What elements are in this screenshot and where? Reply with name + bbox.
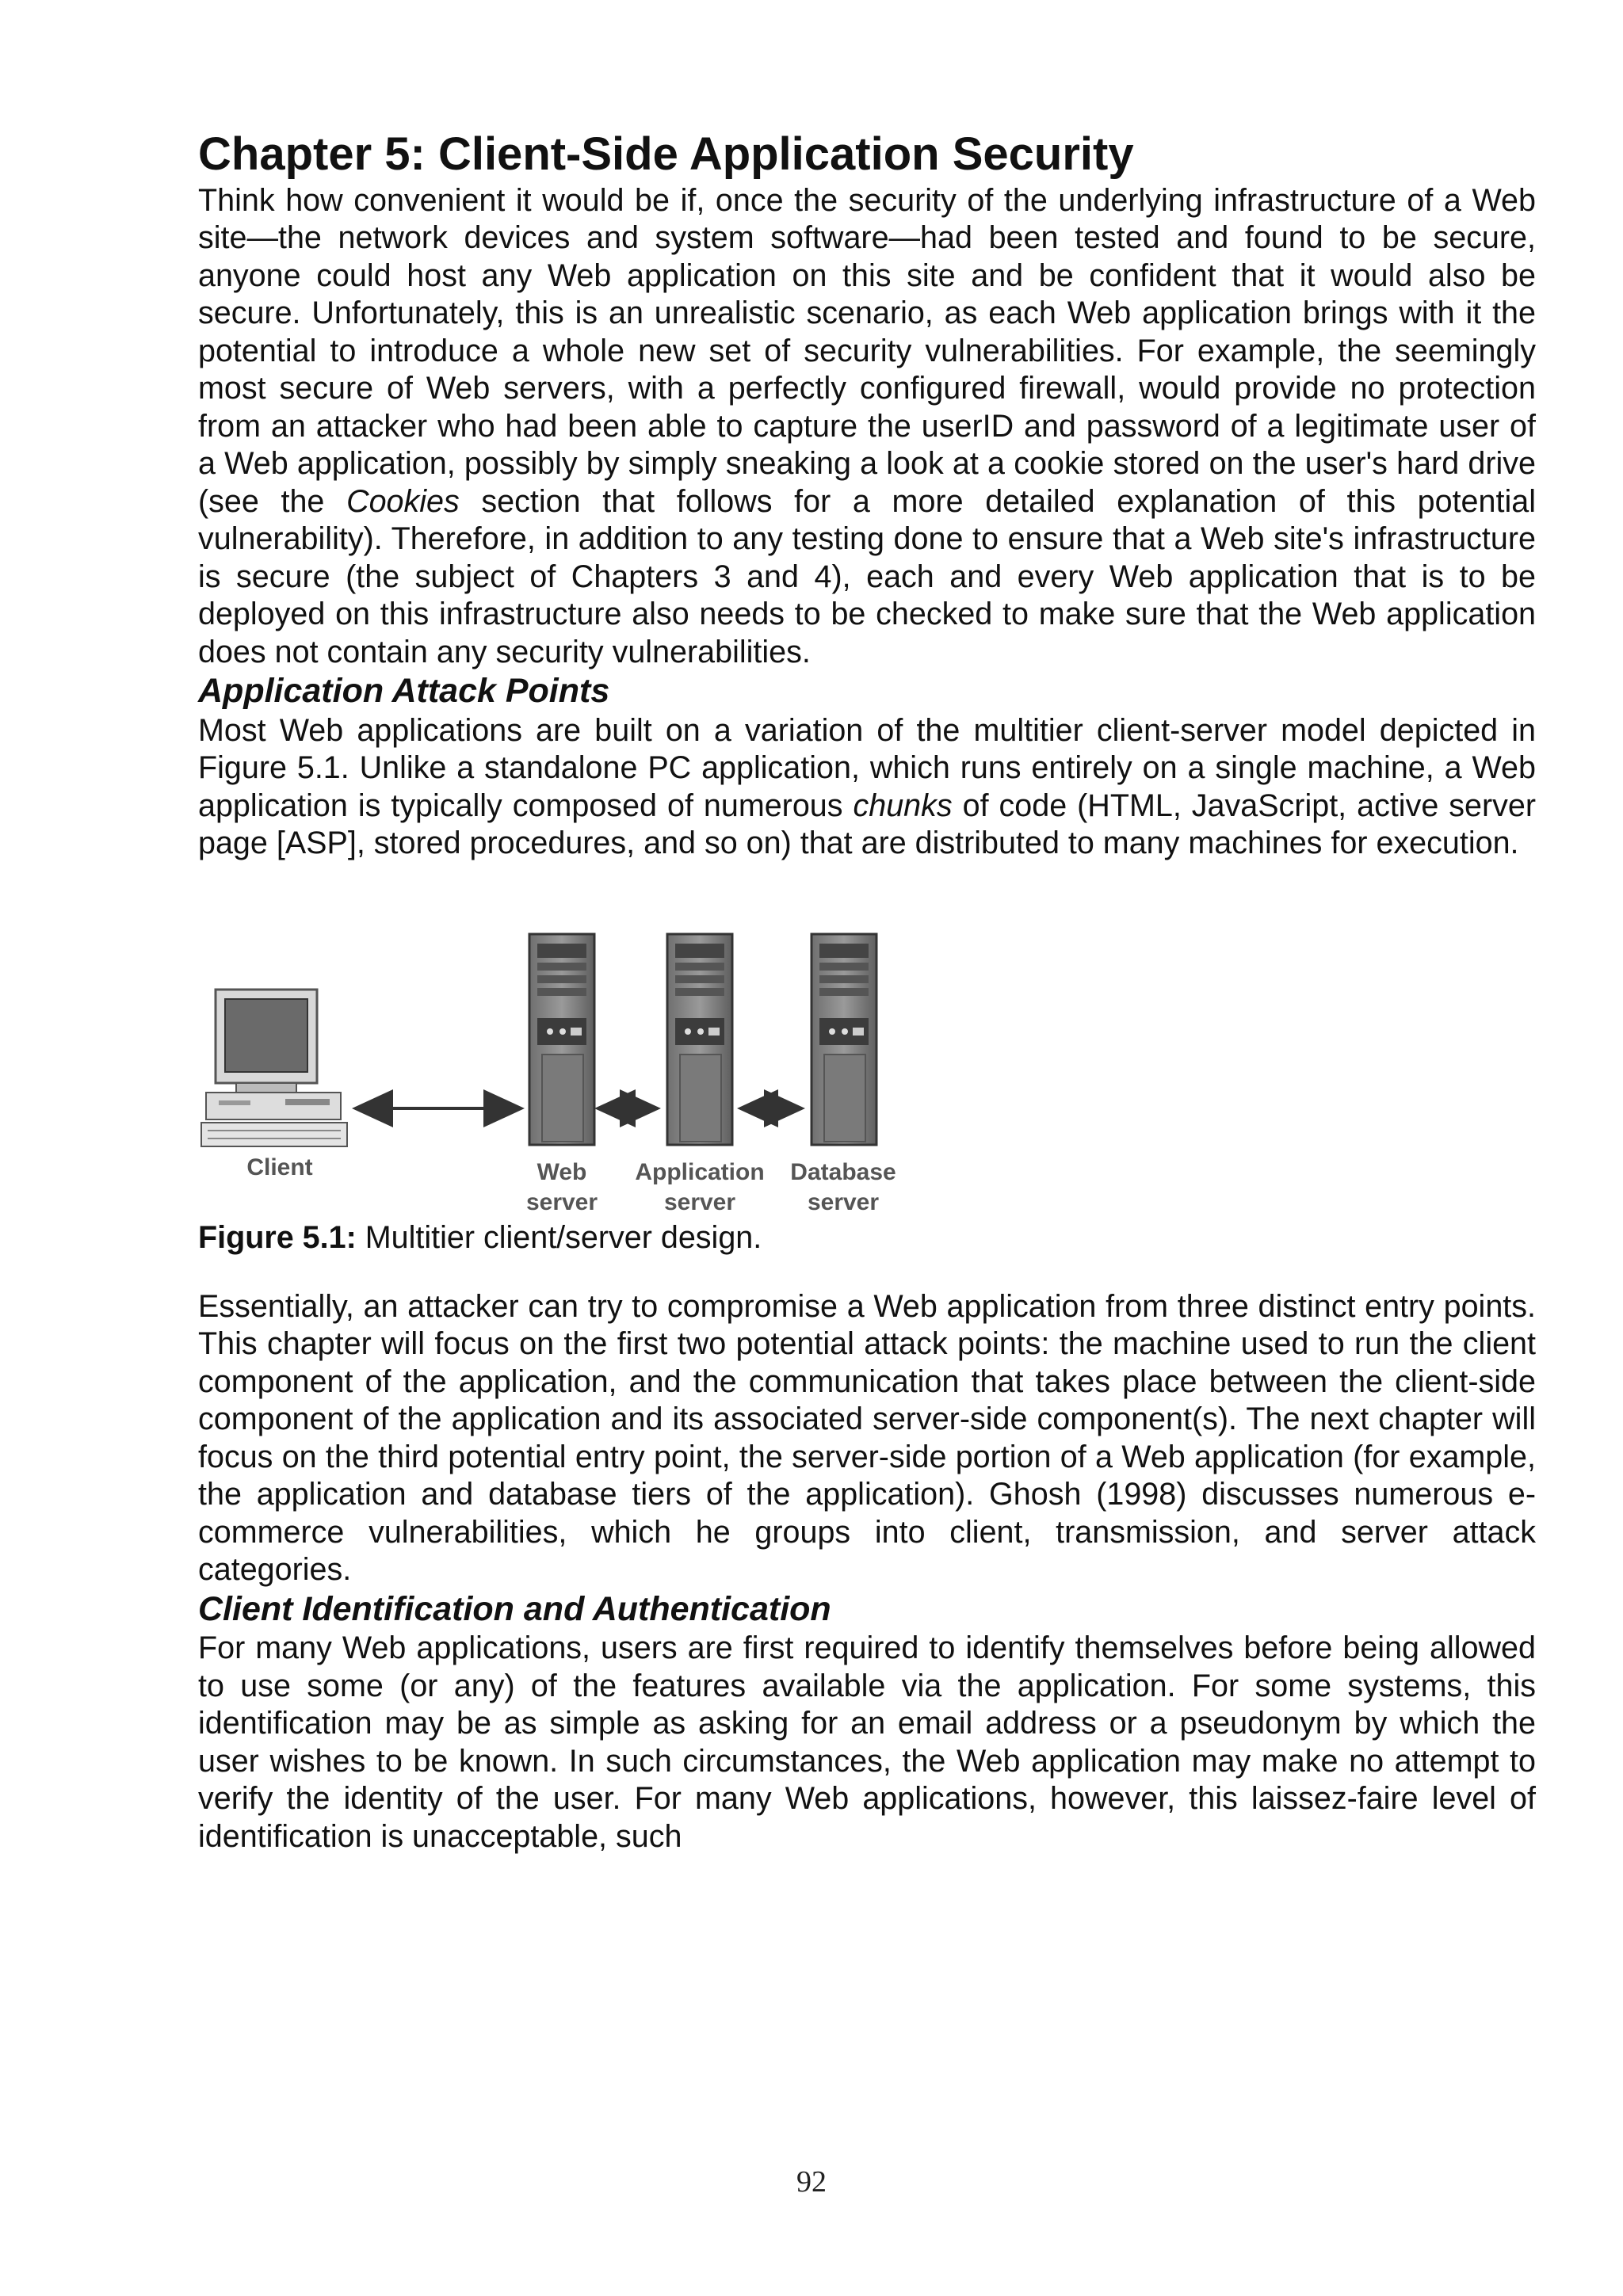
database-server-tower-icon (812, 934, 876, 1145)
intro-text-part2: section that follows for a more detailed explanation of this potential vulnerability). Therefore, in addition to any testing done to ensure that a Web site's infrastructure is secure (the subject of Chapters 3 and 4), each and every Web application that is to be deployed on this infrastructure also needs to be checked to make sure that the Web application does not contain any security vulnerabilities. (198, 483, 1536, 669)
client-label: Client (246, 1154, 313, 1180)
client-identification-paragraph: For many Web applications, users are first required to identify themselves before being allowed to use some (or any) of the features available via the application. For some systems, this identification may be as simple as asking for an email address or a pseudonym by which the user wishes to be known. In such circumstances, the Web application may make no attempt to verify the identity of the user. For many Web applications, however, this laissez-faire level of identification is unacceptable, such (198, 1630, 1536, 1854)
intro-text-part1: Think how convenient it would be if, once the security of the underlying infrastructure of a Web site—the network devices and system software—had been tested and found to be secure, anyone could host any Web application on this site and be confident that it would also be secure. Unfortunately, this is an unrealistic scenario, as each Web application brings with it the potential to introduce a whole new set of security vulnerabilities. For example, the seemingly most secure of Web servers, with a perfectly configured firewall, would provide no protection from an attacker who had been able to capture the userID and password of a legitimate user of a Web application, possibly by simply sneaking a look at a cookie stored on the user's hard drive (see the (198, 182, 1536, 519)
section-heading-attack-points: Application Attack Points (198, 672, 610, 711)
chapter-title: Chapter 5: Client-Side Application Security (198, 128, 1134, 180)
figure-caption-label: Figure 5.1: (198, 1219, 357, 1255)
application-server-label (632, 1158, 767, 1218)
database-server-label (780, 1158, 907, 1218)
application-server-tower-icon (667, 934, 732, 1145)
entry-points-paragraph: Essentially, an attacker can try to compromise a Web application from three distinct entry points. This chapter will focus on the first two potential attack points: the machine used to run the client component of the application, and the communication that takes place between the client-side component of the application and its associated server-side component(s). The next chapter will focus on the third potential entry point, the server-side portion of a Web application (for example, the application and database tiers of the application). Ghosh (1998) discusses numerous e-commerce vulnerabilities, which he groups into client, transmission, and server attack categories. (198, 1288, 1536, 1588)
database-server-label-line2: server (807, 1188, 880, 1215)
page-content (198, 127, 1536, 1855)
chunks-term: chunks (853, 788, 953, 823)
attack-text-part2: of code (HTML, JavaScript, active server page [ASP], stored procedures, and so on) that are distributed to many machines for execution. (198, 788, 1536, 861)
figure-multitier-diagram (198, 933, 991, 1219)
application-server-label-line1: Application (635, 1158, 765, 1185)
section-heading-client-identification: Client Identification and Authentication (198, 1589, 831, 1628)
attack-points-paragraph (198, 712, 1536, 863)
cookies-term: Cookies (346, 483, 460, 519)
web-server-label-line2: server (525, 1188, 598, 1215)
attack-text-part1: Most Web applications are built on a variation of the multitier client-server model depicted in Figure 5.1. Unlike a standalone PC application, which runs entirely on a single machine, a Web application is typically composed of numerous (198, 712, 1536, 823)
web-server-label-line1: Web (537, 1158, 587, 1185)
application-server-label-line2: server (663, 1188, 736, 1215)
web-server-tower-icon (529, 934, 594, 1145)
figure-caption-text: Multitier client/server design. (356, 1219, 762, 1255)
client-computer-icon (201, 990, 347, 1146)
database-server-label-line1: Database (790, 1158, 896, 1185)
intro-paragraph (198, 182, 1536, 672)
figure-caption (198, 1219, 1536, 1257)
page-number: 92 (796, 2165, 827, 2199)
web-server-label (502, 1158, 621, 1218)
